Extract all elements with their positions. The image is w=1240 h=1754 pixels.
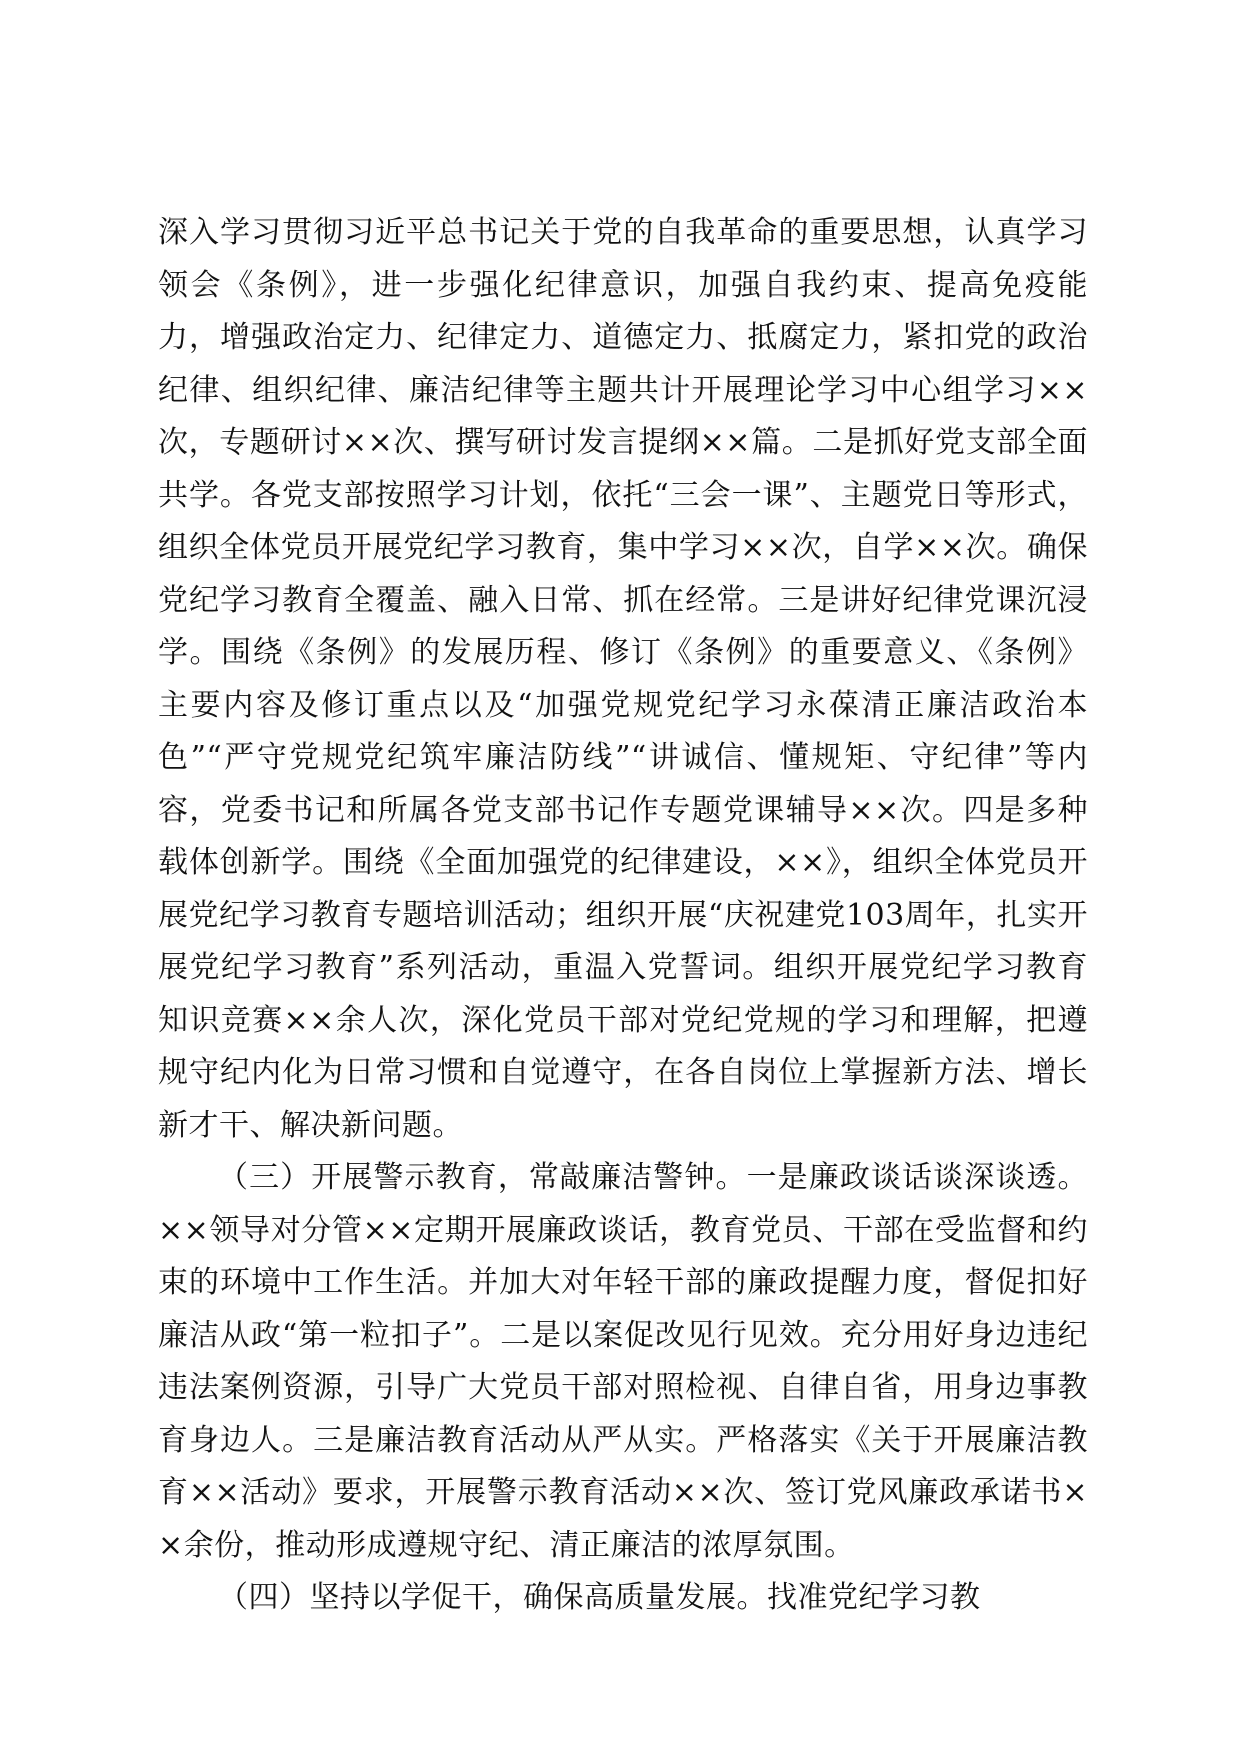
paragraph-continuation: 深入学习贯彻习近平总书记关于党的自我革命的重要思想，认真学习领会《条例》，进一步强化纪律意识，加强自我约束、提高免疫能力，增强政治定力、纪律定力、道德定力、抵腐定力，紧扣党的政治纪律、组织纪律、廉洁纪律等主题共计开展理论学习中心组学习××次，专题研讨××次、撰写研讨发言提纲××篇。二是抓好党支部全面共学。各党支部按照学习计划，依托“三会一课”、主题党日等形式，组织全体党员开展党纪学习教育，集中学习××次，自学××次。确保党纪学习教育全覆盖、融入日常、抓在经常。三是讲好纪律党课沉浸学。围绕《条例》的发展历程、修订《条例》的重要意义、《条例》主要内容及修订重点以及“加强党规党纪学习永葆清正廉洁政治本色”“严守党规党纪筑牢廉洁防线”“讲诚信、懂规矩、守纪律”等内容，党委书记和所属各党支部书记作专题党课辅导××次。四是多种载体创新学。围绕《全面加强党的纪律建设，××》，组织全体党员开展党纪学习教育专题培训活动；组织开展“庆祝建党103周年，扎实开展党纪学习教育”系列活动，重温入党誓词。组织开展党纪学习教育知识竞赛××余人次，深化党员干部对党纪党规的学习和理解，把遵规守纪内化为日常习惯和自觉遵守，在各自岗位上掌握新方法、增长新才干、解决新问题。: [158, 215, 1088, 1143]
paragraph-learning-promotes-work: （四）坚持以学促干，确保高质量发展。找准党纪学习教: [218, 1580, 981, 1615]
paragraph-warning-education: （三）开展警示教育，常敲廉洁警钟。一是廉政谈话谈深谈透。××领导对分管××定期开展廉政谈话，教育党员、干部在受监督和约束的环境中工作生活。并加大对年轻干部的廉政提醒力度，督促扣好廉洁从政“第一粒扣子”。二是以案促改见行见效。充分用好身边违纪违法案例资源，引导广大党员干部对照检视、自律自省，用身边事教育身边人。三是廉洁教育活动从严从实。严格落实《关于开展廉洁教育××活动》要求，开展警示教育活动××次、签订党风廉政承诺书××余份，推动形成遵规守纪、清正廉洁的浓厚氛围。: [158, 1160, 1088, 1563]
document-body: [158, 207, 1088, 1625]
